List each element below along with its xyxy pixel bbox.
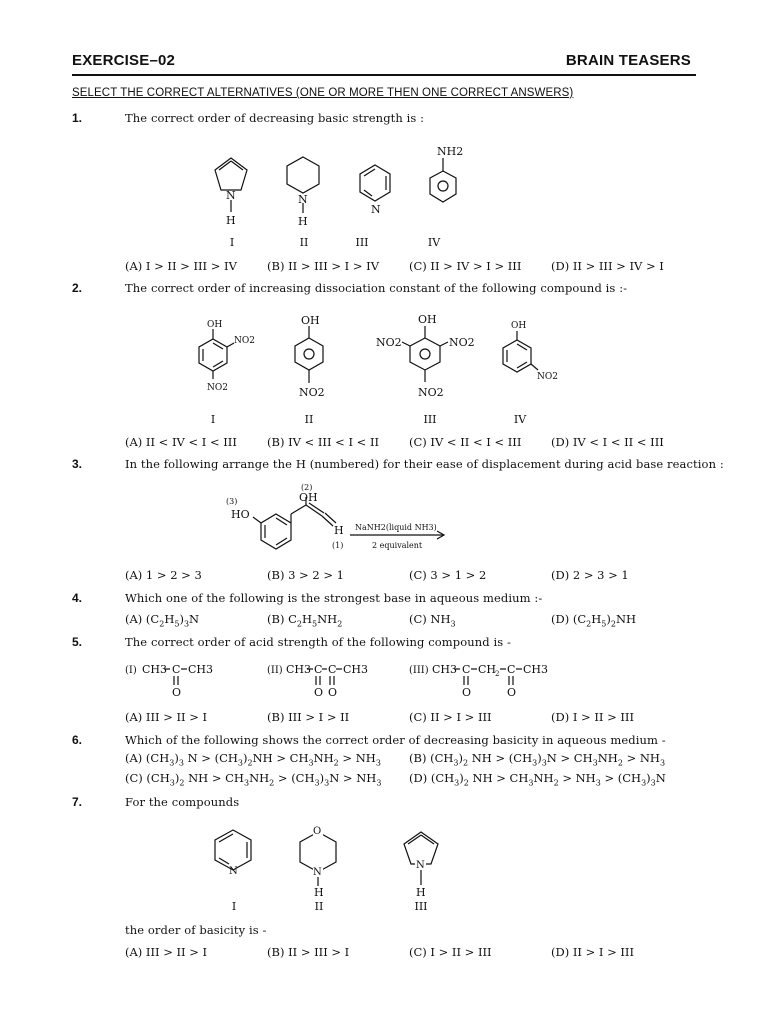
atom-label: C bbox=[328, 663, 337, 676]
meta-nitrophenol-structure bbox=[503, 321, 558, 382]
section-title: BRAIN TEASERS bbox=[565, 52, 691, 69]
structure-label: II bbox=[299, 236, 309, 249]
atom-label: H bbox=[334, 524, 344, 537]
option-b[interactable]: (B) III > I > II bbox=[267, 710, 350, 724]
svg-text:CH: CH bbox=[478, 663, 497, 676]
structure-label: III bbox=[355, 236, 369, 249]
atom-label: CH3 bbox=[432, 663, 458, 676]
atom-label: C bbox=[507, 663, 516, 676]
instruction-text: SELECT THE CORRECT ALTERNATIVES (ONE OR MORE THEN ONE CORRECT ANSWERS) bbox=[72, 87, 574, 99]
atom-label: NO2 bbox=[418, 386, 444, 399]
option-d[interactable]: (D) II > III > IV > I bbox=[551, 259, 664, 273]
pyrrole-structure bbox=[215, 158, 247, 227]
option-c[interactable]: (C) I > II > III bbox=[409, 945, 492, 959]
atom-label: H bbox=[226, 214, 236, 227]
structure-label: I bbox=[210, 413, 216, 426]
atom-label: C bbox=[172, 663, 181, 676]
question-number: 2. bbox=[72, 281, 83, 295]
svg-text:O: O bbox=[313, 826, 322, 837]
question-text: For the compounds bbox=[125, 795, 240, 809]
exercise-title: EXERCISE–02 bbox=[72, 52, 176, 69]
atom-label: O bbox=[314, 686, 324, 699]
option-b[interactable]: (B) $C_2H_5NH_2$ bbox=[267, 612, 343, 629]
option-c[interactable]: (C) II > IV > I > III bbox=[409, 259, 522, 273]
option-a[interactable]: (A) $(C_2H_5)_3N$ bbox=[125, 612, 200, 629]
svg-text:N: N bbox=[416, 860, 425, 871]
hydrogen-number: (2) bbox=[301, 483, 313, 492]
structure-label: III bbox=[414, 900, 428, 913]
atom-label: OH bbox=[418, 313, 437, 326]
compound-label: (I) bbox=[125, 665, 137, 676]
option-d[interactable]: (D) II > I > III bbox=[551, 945, 634, 959]
svg-text:H: H bbox=[314, 886, 324, 899]
atom-label: O bbox=[328, 686, 338, 699]
svg-text:2: 2 bbox=[495, 670, 500, 678]
option-a[interactable]: (A) III > II > I bbox=[125, 710, 208, 724]
atom-label: N bbox=[371, 203, 381, 216]
atom-label: CH3 bbox=[523, 663, 549, 676]
compound-label: (II) bbox=[267, 665, 283, 676]
atom-label: HO bbox=[231, 508, 250, 521]
option-c[interactable]: (C) $NH_3$ bbox=[409, 612, 456, 629]
pyrrole-structure bbox=[404, 832, 438, 899]
q5-structure-i bbox=[125, 663, 213, 699]
atom-label: NO2 bbox=[376, 336, 402, 349]
equivalent-label: 2 equivalent bbox=[372, 541, 423, 550]
picric-acid-structure bbox=[376, 313, 475, 399]
option-d[interactable]: (D) $(C_2H_5)_2NH$ bbox=[551, 612, 637, 629]
structure-label: I bbox=[231, 900, 237, 913]
atom-label: O bbox=[507, 686, 517, 699]
atom-label: CH3 bbox=[343, 663, 369, 676]
atom-label: NO2 bbox=[537, 372, 558, 382]
question-number: 3. bbox=[72, 457, 83, 471]
option-b[interactable]: (B) II > III > I bbox=[267, 945, 350, 959]
hydrogen-number: (3) bbox=[226, 497, 238, 506]
svg-text:H: H bbox=[416, 886, 426, 899]
option-d[interactable]: (D) IV < I < II < III bbox=[551, 435, 664, 449]
aniline-structure bbox=[430, 145, 463, 202]
svg-text:N: N bbox=[313, 867, 322, 878]
option-b[interactable]: (B) $(CH_3)_2$ NH > $(CH_3)_3N > CH_3NH_2 > NH_3$ bbox=[409, 751, 666, 768]
option-b[interactable]: (B) IV < III < I < II bbox=[267, 435, 380, 449]
hydrogen-number: (1) bbox=[332, 541, 344, 550]
option-a[interactable]: (A) III > II > I bbox=[125, 945, 208, 959]
structure-label: II bbox=[314, 900, 324, 913]
q5-structure-iii bbox=[409, 663, 548, 699]
structure-label: II bbox=[304, 413, 314, 426]
question-number: 5. bbox=[72, 635, 83, 649]
atom-label: N bbox=[226, 189, 236, 202]
option-d[interactable]: (D) I > II > III bbox=[551, 710, 634, 724]
atom-label: O bbox=[462, 686, 472, 699]
atom-label: NO2 bbox=[449, 336, 475, 349]
reagent-label: NaNH2(liquid NH3) bbox=[355, 523, 437, 532]
option-c[interactable]: (C) 3 > 1 > 2 bbox=[409, 568, 487, 582]
structure-label: III bbox=[423, 413, 437, 426]
option-a[interactable]: (A) 1 > 2 > 3 bbox=[125, 568, 202, 582]
atom-label: CH3 bbox=[188, 663, 214, 676]
atom-label: H bbox=[298, 215, 308, 228]
morpholine-structure bbox=[300, 826, 336, 899]
atom-label: OH bbox=[299, 491, 318, 504]
option-b[interactable]: (B) 3 > 2 > 1 bbox=[267, 568, 344, 582]
pyridine-structure bbox=[360, 165, 390, 216]
option-a[interactable]: (A) II < IV < I < III bbox=[125, 435, 237, 449]
question-number: 6. bbox=[72, 733, 83, 747]
atom-label: CH3 bbox=[286, 663, 312, 676]
structure-label: I bbox=[229, 236, 235, 249]
question-text: In the following arrange the H (numbered) for their ease of displacement during acid base reaction : bbox=[125, 457, 724, 471]
structure-label: IV bbox=[513, 413, 527, 426]
q5-structure-ii bbox=[267, 663, 368, 699]
question-number: 4. bbox=[72, 591, 83, 605]
structure-label: IV bbox=[427, 236, 441, 249]
atom-label: N bbox=[298, 193, 308, 206]
question-text: The correct order of increasing dissociation constant of the following compound is :- bbox=[125, 281, 628, 295]
svg-text:N: N bbox=[229, 866, 238, 877]
atom-label: CH3 bbox=[142, 663, 168, 676]
atom-label: OH bbox=[207, 320, 223, 330]
option-a[interactable]: (A) $(CH_3)_3$ $N > (CH_3)_2NH > CH_3NH_2 > NH_3$ bbox=[125, 751, 381, 768]
question-number: 1. bbox=[72, 111, 83, 125]
dinitrophenol-structure bbox=[199, 320, 255, 393]
atom-label: NO2 bbox=[234, 336, 255, 346]
question-text-continued: the order of basicity is - bbox=[125, 923, 267, 937]
atom-label: C bbox=[462, 663, 471, 676]
atom-label: NO2 bbox=[207, 383, 228, 393]
option-c[interactable]: (C) IV < II < I < III bbox=[409, 435, 522, 449]
question-text: The correct order of acid strength of the following compound is - bbox=[125, 635, 511, 649]
piperidine-structure bbox=[287, 157, 319, 228]
atom-label: OH bbox=[511, 321, 527, 331]
pyridine-structure bbox=[215, 830, 251, 877]
compound-label: (III) bbox=[409, 665, 429, 676]
option-d[interactable]: (D) $(CH_3)_2$ NH > $CH_3NH_2 > NH_3 > (CH_3)_3N$ bbox=[409, 771, 666, 788]
atom-label: NH2 bbox=[437, 145, 464, 158]
q3-reaction-structure bbox=[226, 483, 444, 550]
option-a[interactable]: (A) I > II > III > IV bbox=[125, 259, 237, 273]
atom-label: O bbox=[172, 686, 182, 699]
atom-label: OH bbox=[301, 314, 320, 327]
option-d[interactable]: (D) 2 > 3 > 1 bbox=[551, 568, 629, 582]
question-text: The correct order of decreasing basic strength is : bbox=[125, 111, 425, 125]
option-c[interactable]: (C) II > I > III bbox=[409, 710, 492, 724]
question-text: Which one of the following is the strongest base in aqueous medium :- bbox=[125, 591, 543, 605]
option-b[interactable]: (B) II > III > I > IV bbox=[267, 259, 380, 273]
atom-label: NO2 bbox=[299, 386, 325, 399]
question-number: 7. bbox=[72, 795, 83, 809]
question-text: Which of the following shows the correct order of decreasing basicity in aqueous medium - bbox=[125, 733, 666, 747]
nitrophenol-structure bbox=[295, 314, 325, 399]
atom-label: C bbox=[314, 663, 323, 676]
option-c[interactable]: (C) $(CH_3)_2$ NH > $CH_3NH_2 > (CH_3)_3N > NH_3$ bbox=[125, 771, 382, 788]
